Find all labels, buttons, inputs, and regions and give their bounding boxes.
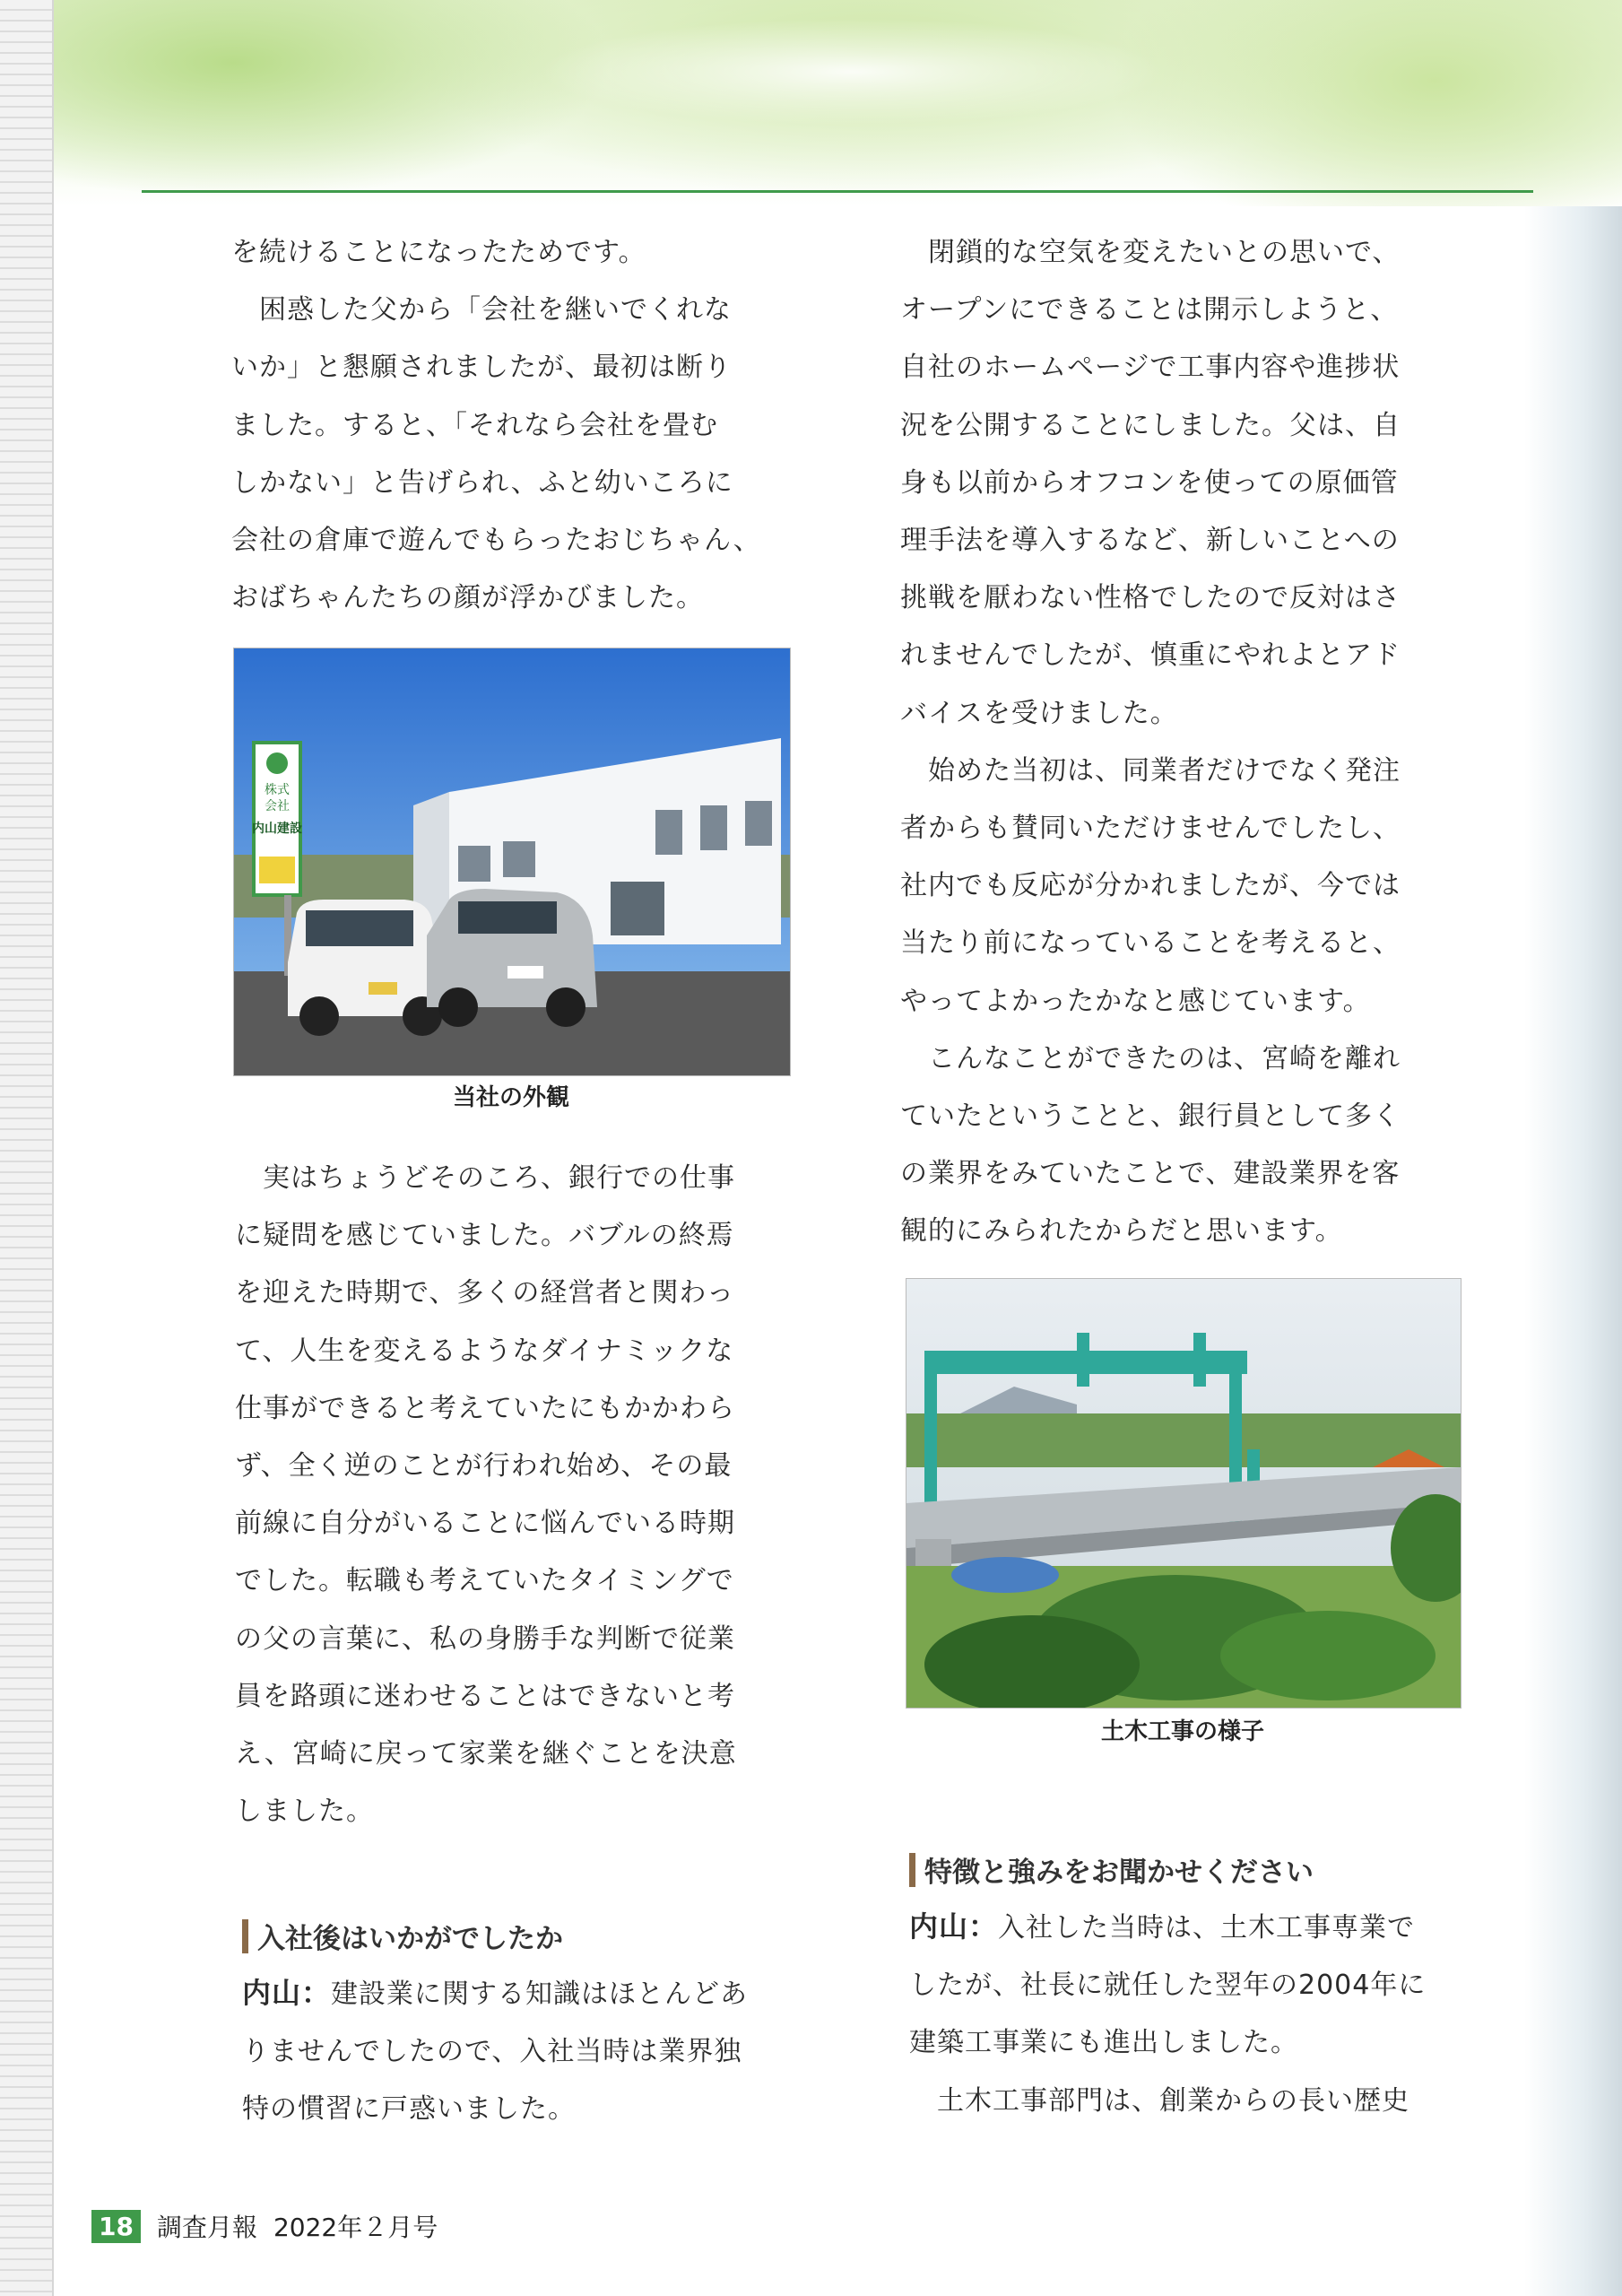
speaker-line bbox=[242, 1964, 748, 2023]
section-body bbox=[242, 1964, 748, 2139]
header-light-glow bbox=[538, 18, 1166, 126]
text-line: 観的にみられたからだと思います。 bbox=[900, 1215, 1343, 1248]
text-line: え、宮崎に戻って家業を継ぐことを決意 bbox=[235, 1738, 737, 1770]
text-line: 始めた当初は、同業者だけでなく発注 bbox=[900, 754, 1401, 787]
text-line: 困惑した父から「会社を継いでくれな bbox=[231, 294, 732, 326]
text-line: しかない」と告げられ、ふと幼いころに bbox=[231, 466, 733, 499]
section-heading bbox=[242, 1916, 563, 1956]
text-line: 建築工事業にも進出しました。 bbox=[909, 2027, 1298, 2059]
text-line: 実はちょうどそのころ、銀行での仕事 bbox=[235, 1162, 735, 1194]
company-exterior-photo bbox=[233, 648, 791, 1076]
text-line: の業界をみていたことで、建設業界を客 bbox=[900, 1158, 1401, 1190]
header-rule bbox=[142, 190, 1533, 193]
sign-text-line: 内山建設 bbox=[252, 822, 302, 836]
text-line: を続けることになったためです。 bbox=[231, 237, 646, 268]
heading-bar bbox=[909, 1853, 915, 1887]
text-line: 特の慣習に戸惑いました。 bbox=[242, 2093, 576, 2126]
text-line: オープンにできることは開示しようと、 bbox=[900, 294, 1399, 326]
text-line: ました。すると、「それなら会社を畳む bbox=[231, 409, 718, 441]
text-line: 況を公開することにしました。父は、自 bbox=[900, 409, 1401, 441]
photo-caption: 土木工事の様子 bbox=[1100, 1718, 1264, 1745]
text-line: いか」と懇願されましたが、最初は断り bbox=[231, 352, 732, 384]
text-line: でした。転職も考えていたタイミングで bbox=[235, 1565, 734, 1597]
speaker-label: 内山： bbox=[909, 1909, 999, 1944]
text-line: 員を路頭に迷わせることはできないと考 bbox=[235, 1680, 735, 1712]
text-line: を迎えた時期で、多くの経営者と関わっ bbox=[235, 1277, 735, 1309]
page-footer bbox=[91, 2208, 438, 2244]
civil-engineering-illustration bbox=[906, 1279, 1461, 1708]
page-edge-shadow bbox=[1524, 206, 1622, 2296]
section-body bbox=[909, 1898, 1426, 2130]
text-line: 当たり前になっていることを考えると、 bbox=[900, 927, 1401, 960]
left-column-lower-text bbox=[235, 1150, 809, 1840]
text-line: やってよかったかなと感じています。 bbox=[900, 985, 1371, 1017]
text-line: したが、社長に就任した翌年の2004年に bbox=[909, 1970, 1427, 2002]
sign-text-line: 会社 bbox=[265, 799, 290, 813]
binding-edge bbox=[0, 0, 52, 2296]
text-line: 社内でも反応が分かれましたが、今では bbox=[900, 870, 1401, 902]
photo-caption: 当社の外観 bbox=[452, 1084, 569, 1111]
text-line: 会社の倉庫で遊んでもらったおじちゃん、 bbox=[231, 525, 761, 557]
text-line: ず、全く逆のことが行われ始め、その最 bbox=[235, 1450, 733, 1483]
text-line: 仕事ができると考えていたにもかかわら bbox=[235, 1392, 735, 1424]
text-line: しました。 bbox=[235, 1796, 374, 1828]
text-line: に疑問を感じていました。バブルの終焉 bbox=[235, 1220, 734, 1252]
text-line: バイスを受けました。 bbox=[900, 697, 1178, 729]
text-line: れませんでしたが、慎重にやれよとアド bbox=[900, 639, 1401, 672]
text-line: 身も以前からオフコンを使っての原価管 bbox=[900, 466, 1399, 499]
text-line: 理手法を導入するなど、新しいことへの bbox=[900, 525, 1400, 557]
speaker-line bbox=[909, 1898, 1426, 1957]
text-line: おばちゃんたちの顔が浮かびました。 bbox=[231, 582, 704, 614]
text-line: 自社のホームページで工事内容や進捗状 bbox=[900, 352, 1401, 384]
binding-line bbox=[52, 0, 54, 2296]
civil-engineering-photo bbox=[906, 1278, 1462, 1709]
publication-name: 調査月報 bbox=[156, 2213, 257, 2242]
page-number: 18 bbox=[91, 2210, 141, 2243]
text-line: 建設業に関する知識はほとんどあ bbox=[331, 1979, 749, 2010]
text-line: 土木工事部門は、創業からの長い歴史 bbox=[909, 2084, 1409, 2117]
text-line: 者からも賛同いただけませんでしたし、 bbox=[900, 813, 1401, 845]
heading-bar bbox=[242, 1919, 248, 1953]
text-line: こんなことができたのは、宮崎を離れ bbox=[900, 1042, 1401, 1074]
text-line: の父の言葉に、私の身勝手な判断で従業 bbox=[235, 1622, 735, 1655]
speaker-label: 内山： bbox=[242, 1976, 332, 2010]
company-exterior-illustration bbox=[234, 648, 790, 1075]
left-column-upper-text bbox=[231, 224, 805, 627]
right-column-text bbox=[900, 224, 1474, 1261]
text-line: て、人生を変えるようなダイナミックな bbox=[235, 1335, 734, 1367]
sign-text-line: 株式 bbox=[265, 783, 290, 797]
issue-date: 2022年２月号 bbox=[273, 2213, 438, 2242]
text-line: 閉鎖的な空気を変えたいとの思いで、 bbox=[900, 237, 1401, 268]
text-line: 挑戦を厭わない性格でしたので反対はさ bbox=[900, 582, 1401, 614]
text-line: ていたということと、銀行員として多く bbox=[900, 1100, 1401, 1133]
text-line: 前線に自分がいることに悩んでいる時期 bbox=[235, 1508, 735, 1540]
section-heading-text: 入社後はいかがでしたか bbox=[257, 1923, 563, 1955]
text-line: 入社した当時は、土木工事専業で bbox=[998, 1912, 1416, 1944]
text-line: りませんでしたので、入社当時は業界独 bbox=[242, 2036, 742, 2068]
section-heading bbox=[909, 1849, 1314, 1890]
section-heading-text: 特徴と強みをお聞かせください bbox=[924, 1857, 1314, 1889]
